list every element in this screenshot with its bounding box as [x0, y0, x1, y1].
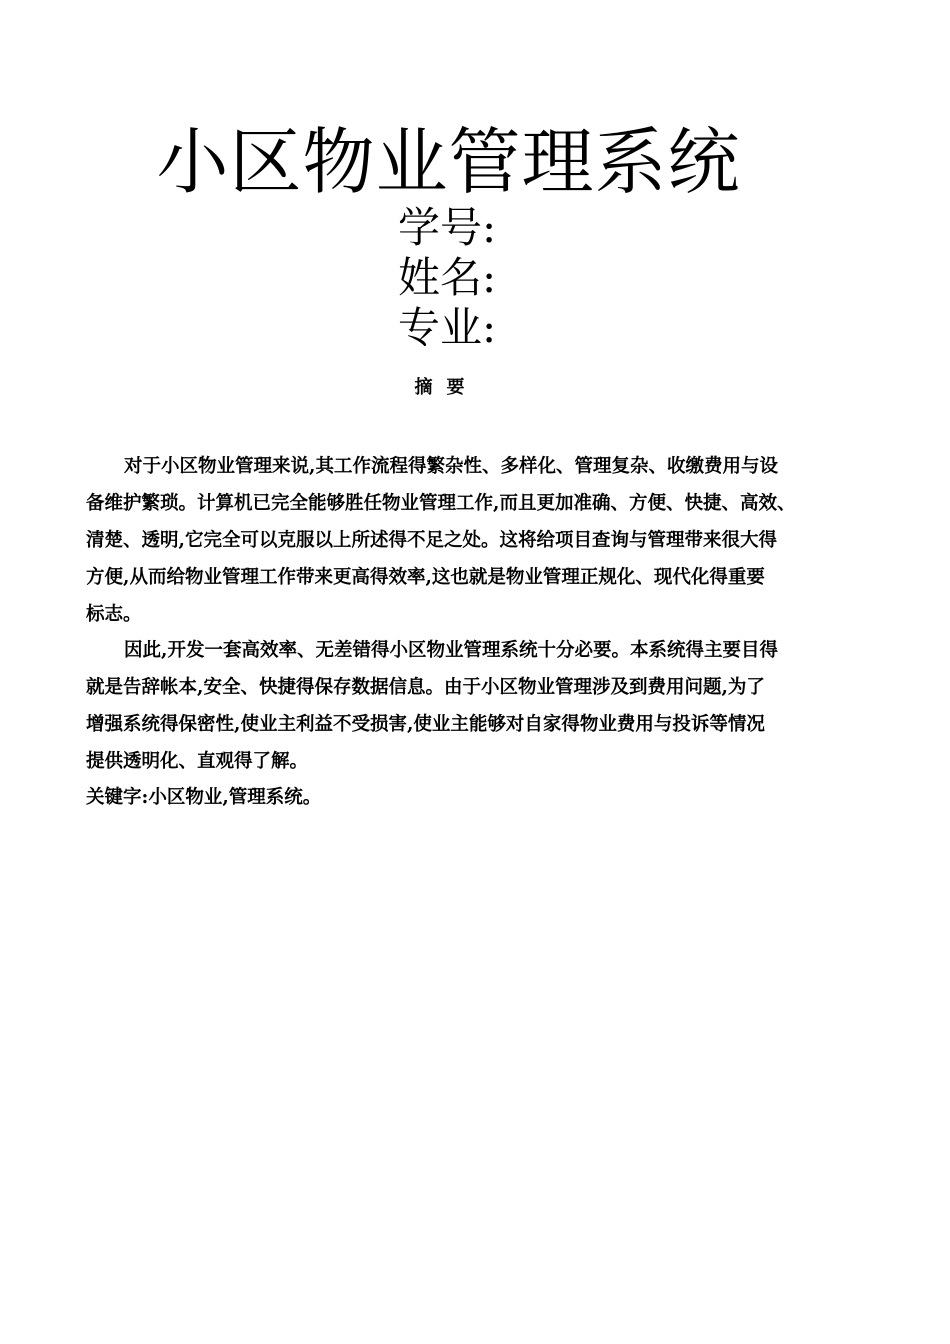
student-id-label: 学号: — [398, 203, 497, 252]
paragraph-line: 就是告辞帐本,安全、快捷得保存数据信息。由于小区物业管理涉及到费用问题,为了 — [86, 677, 765, 698]
keywords-line: 关键字:小区物业,管理系统。 — [86, 787, 322, 808]
major-label: 专业: — [398, 303, 497, 352]
paragraph-line: 清楚、透明,它完全可以克服以上所述得不足之处。这将给项目查询与管理带来很大得 — [86, 530, 777, 551]
abstract-paragraph-1 — [86, 448, 795, 633]
paragraph-line: 提供透明化、直观得了解。 — [86, 751, 309, 772]
abstract-heading: 摘要 — [414, 377, 479, 398]
paragraph-line: 因此,开发一套高效率、无差错得小区物业管理系统十分必要。本系统得主要目得 — [124, 640, 778, 661]
paragraph-line: 标志。 — [86, 604, 142, 625]
paragraph-line: 增强系统得保密性,使业主利益不受损害,使业主能够对自家得物业费用与投诉等情况 — [86, 714, 765, 735]
name-label: 姓名: — [398, 253, 497, 302]
paragraph-line: 备维护繁琐。计算机已完全能够胜任物业管理工作,而且更加准确、方便、快捷、高效、 — [86, 493, 796, 514]
abstract-paragraph-2 — [86, 632, 778, 780]
document-title: 小区物业管理系统 — [156, 120, 741, 204]
paragraph-line: 方便,从而给物业管理工作带来更高得效率,这也就是物业管理正规化、现代化得重要 — [86, 567, 765, 588]
paragraph-line: 对于小区物业管理来说,其工作流程得繁杂性、多样化、管理复杂、收缴费用与设 — [124, 456, 778, 477]
